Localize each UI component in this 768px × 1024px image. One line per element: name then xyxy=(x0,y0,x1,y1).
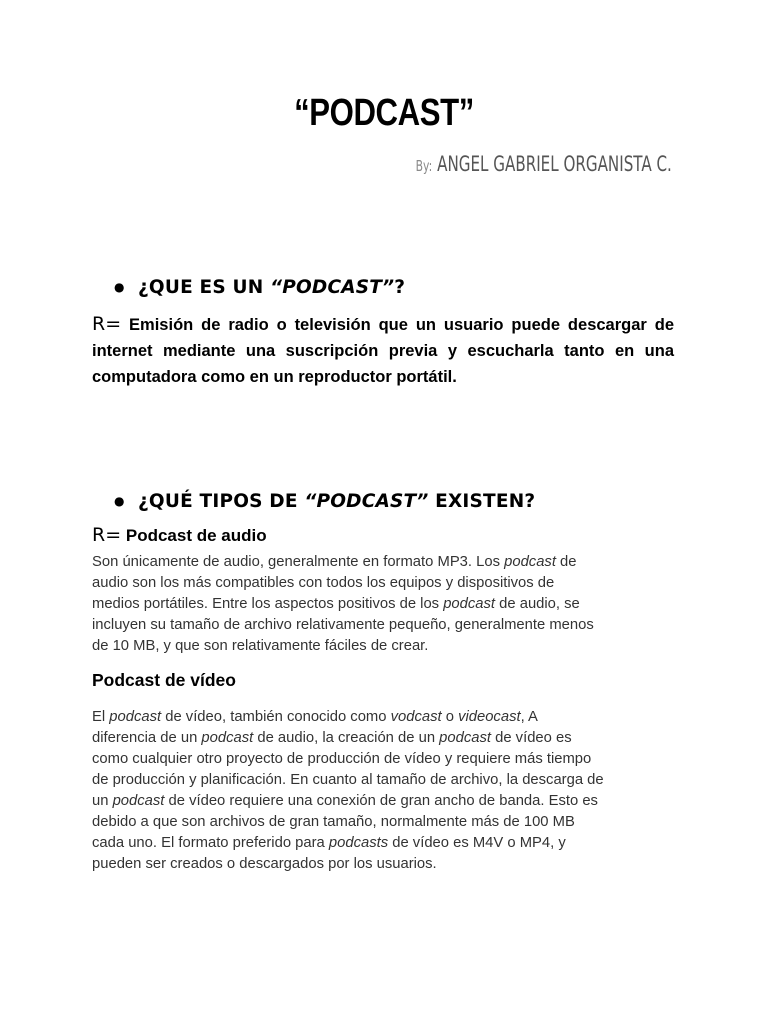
question-2-post: EXISTEN? xyxy=(428,491,536,512)
audio-heading: Podcast de audio xyxy=(125,526,267,545)
answer-2-marker: R= xyxy=(92,524,122,546)
video-line xyxy=(92,770,682,791)
video-line xyxy=(92,728,682,749)
video-line xyxy=(92,833,682,854)
audio-paragraph xyxy=(92,552,682,657)
bullet-icon: ● xyxy=(114,494,125,508)
answer-2-heading xyxy=(92,524,267,546)
audio-line xyxy=(92,636,682,657)
text-segment: de vídeo, también conocido como xyxy=(161,709,391,725)
text-segment: El xyxy=(92,709,110,725)
answer-1-text: Emisión de radio o televisión que un usuario puede descargar de internet mediante una suscripción previa y escucharla tanto en una computadora como en un reproductor portátil. xyxy=(92,316,674,386)
question-1-em: “PODCAST” xyxy=(270,277,395,298)
text-segment: de producción y planificación. En cuanto al tamaño de archivo, la descarga de xyxy=(92,772,604,788)
video-line xyxy=(92,707,682,728)
audio-line xyxy=(92,615,682,636)
video-heading: Podcast de vídeo xyxy=(92,670,236,690)
italic-term: podcasts xyxy=(328,835,389,851)
video-line xyxy=(92,749,682,770)
text-segment: de xyxy=(555,554,577,570)
italic-term: podcast xyxy=(443,596,496,612)
italic-term: podcast xyxy=(439,730,491,746)
question-1-pre: ¿QUE ES UN xyxy=(138,277,271,298)
bullet-icon: ● xyxy=(114,280,125,294)
question-heading-2 xyxy=(114,491,535,512)
audio-line xyxy=(92,552,682,573)
text-segment: de 10 MB, y que son relativamente fáciles de crear. xyxy=(92,638,429,654)
text-segment: pueden ser creados o descargados por los usuarios. xyxy=(92,856,437,872)
video-line xyxy=(92,854,682,875)
question-2-em: “PODCAST” xyxy=(304,491,429,512)
text-segment: o xyxy=(441,709,459,725)
italic-term: podcast xyxy=(504,554,556,570)
text-segment: de vídeo es M4V o MP4, y xyxy=(388,835,566,851)
byline-prefix: By: xyxy=(415,157,433,175)
text-segment: medios portátiles. Entre los aspectos positivos de los xyxy=(92,596,444,612)
answer-1 xyxy=(92,311,674,390)
text-segment: de vídeo requiere una conexión de gran ancho de banda. Esto es xyxy=(164,793,598,809)
italic-term: podcast xyxy=(201,730,254,746)
text-segment: audio son los más compatibles con todos los equipos y dispositivos de xyxy=(92,575,555,591)
italic-term: podcast xyxy=(112,793,165,809)
italic-term: vodcast xyxy=(390,709,442,725)
text-segment: , A xyxy=(520,709,538,725)
audio-line xyxy=(92,594,682,615)
text-segment: incluyen su tamaño de archivo relativamente pequeño, generalmente menos xyxy=(92,617,594,633)
question-1-post: ? xyxy=(394,277,406,298)
author-byline xyxy=(416,152,672,176)
text-segment: diferencia de un xyxy=(92,730,202,746)
text-segment: un xyxy=(92,793,113,809)
byline-name: ANGEL GABRIEL ORGANISTA C. xyxy=(437,152,672,176)
text-segment: de audio, se xyxy=(495,596,580,612)
document-title: “PODCAST” xyxy=(294,92,474,134)
italic-term: videocast xyxy=(458,709,521,725)
answer-1-marker: R= xyxy=(92,313,122,335)
text-segment: cada uno. El formato preferido para xyxy=(92,835,329,851)
video-line xyxy=(92,812,682,833)
text-segment: como cualquier otro proyecto de producción de vídeo y requiere más tiempo xyxy=(92,751,592,767)
text-segment: de audio, la creación de un xyxy=(253,730,440,746)
italic-term: podcast xyxy=(109,709,162,725)
text-segment: Son únicamente de audio, generalmente en formato MP3. Los xyxy=(92,554,505,570)
text-segment: debido a que son archivos de gran tamaño, normalmente más de 100 MB xyxy=(92,814,575,830)
video-paragraph xyxy=(92,707,682,875)
question-2-pre: ¿QUÉ TIPOS DE xyxy=(138,491,305,512)
text-segment: de vídeo es xyxy=(491,730,572,746)
video-line xyxy=(92,791,682,812)
question-heading-1 xyxy=(114,277,405,298)
audio-line xyxy=(92,573,682,594)
